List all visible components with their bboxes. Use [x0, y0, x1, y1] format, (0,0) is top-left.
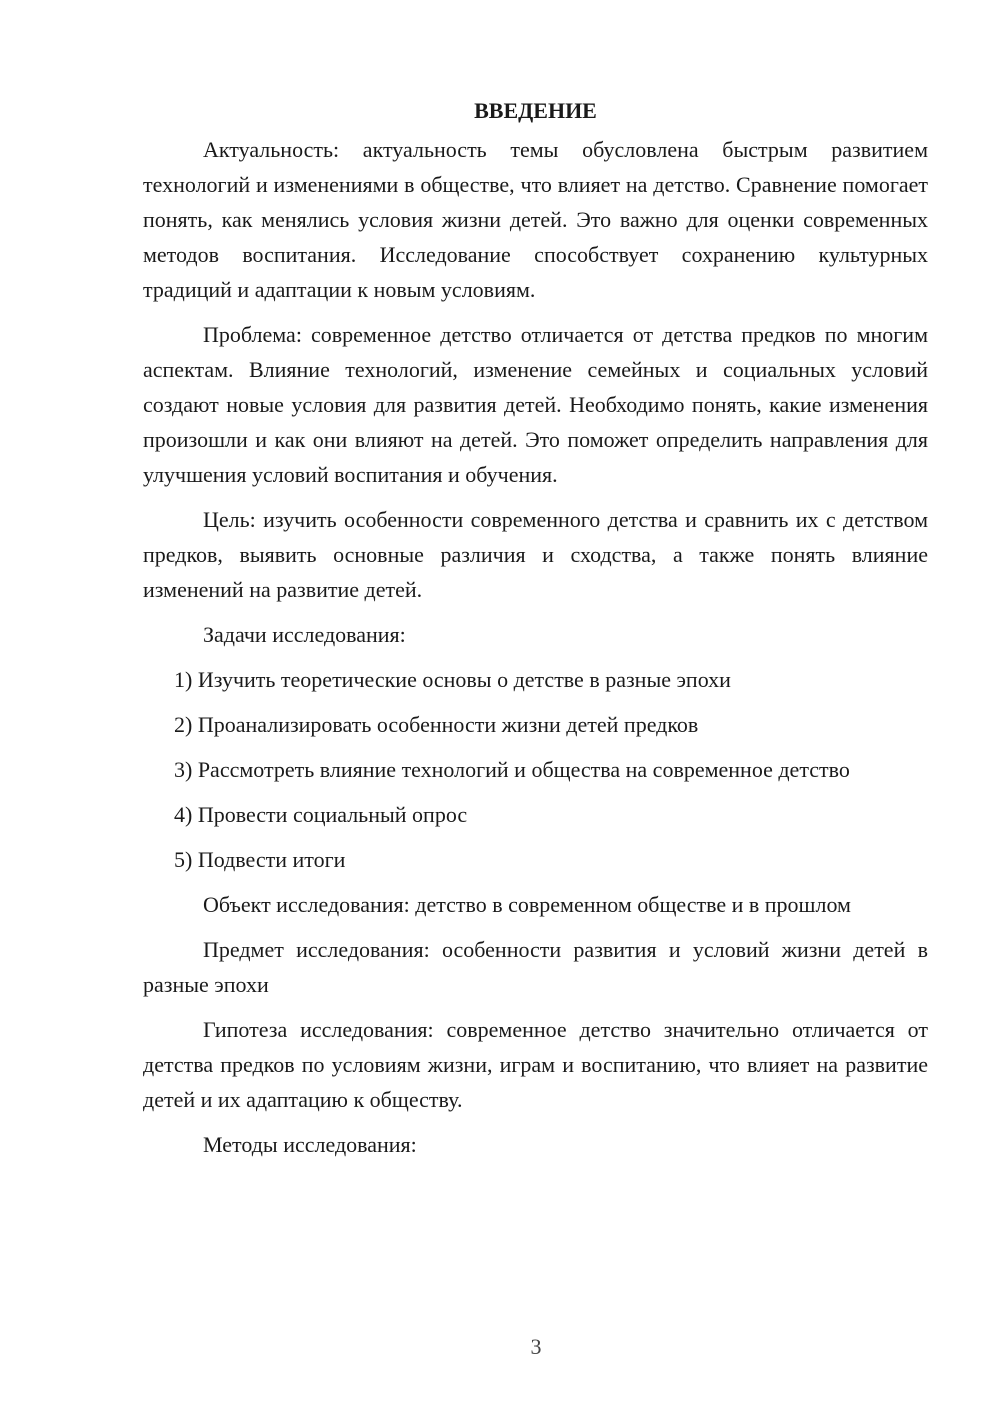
- page-number: 3: [530, 1334, 542, 1359]
- paragraph-tasks-title: Задачи исследования:: [203, 622, 406, 647]
- section-heading: ВВЕДЕНИЕ: [474, 98, 597, 123]
- paragraph-problem: Проблема: современное детство отличается от детства предков по многим аспектам. Влияние технологий, изменение семейных и социальных условий создают новые условия для развития детей. Необходимо понять, какие изменения произошли и как они влияют на детей. Это поможет определить направления для улучшения условий воспитания и обучения.: [143, 322, 928, 487]
- paragraph-goal: Цель: изучить особенности современного детства и сравнить их с детством предков, выявить основные различия и сходства, а также понять влияние изменений на развитие детей.: [143, 507, 928, 602]
- task-item: 4) Провести социальный опрос: [174, 802, 468, 827]
- paragraph-subject: Предмет исследования: особенности развития и условий жизни детей в разные эпохи: [143, 937, 928, 997]
- task-item: 5) Подвести итоги: [174, 847, 346, 872]
- task-item: 2) Проанализировать особенности жизни детей предков: [174, 712, 699, 737]
- paragraph-hypothesis: Гипотеза исследования: современное детство значительно отличается от детства предков по условиям жизни, играм и воспитанию, что влияет на развитие детей и их адаптацию к обществу.: [143, 1017, 928, 1112]
- task-item: 1) Изучить теоретические основы о детстве в разные эпохи: [174, 667, 731, 692]
- paragraph-relevance: Актуальность: актуальность темы обусловлена быстрым развитием технологий и изменениями в обществе, что влияет на детство. Сравнение помогает понять, как менялись условия жизни детей. Это важно для оценки современных методов воспитания. Исследование способствует сохранению культурных традиций и адаптации к новым условиям.: [143, 137, 928, 302]
- document-page: [143, 96, 928, 1172]
- task-item: 3) Рассмотреть влияние технологий и общества на современное детство: [174, 757, 850, 782]
- paragraph-methods: Методы исследования:: [203, 1132, 417, 1157]
- paragraph-object: Объект исследования: детство в современном обществе и в прошлом: [203, 892, 851, 917]
